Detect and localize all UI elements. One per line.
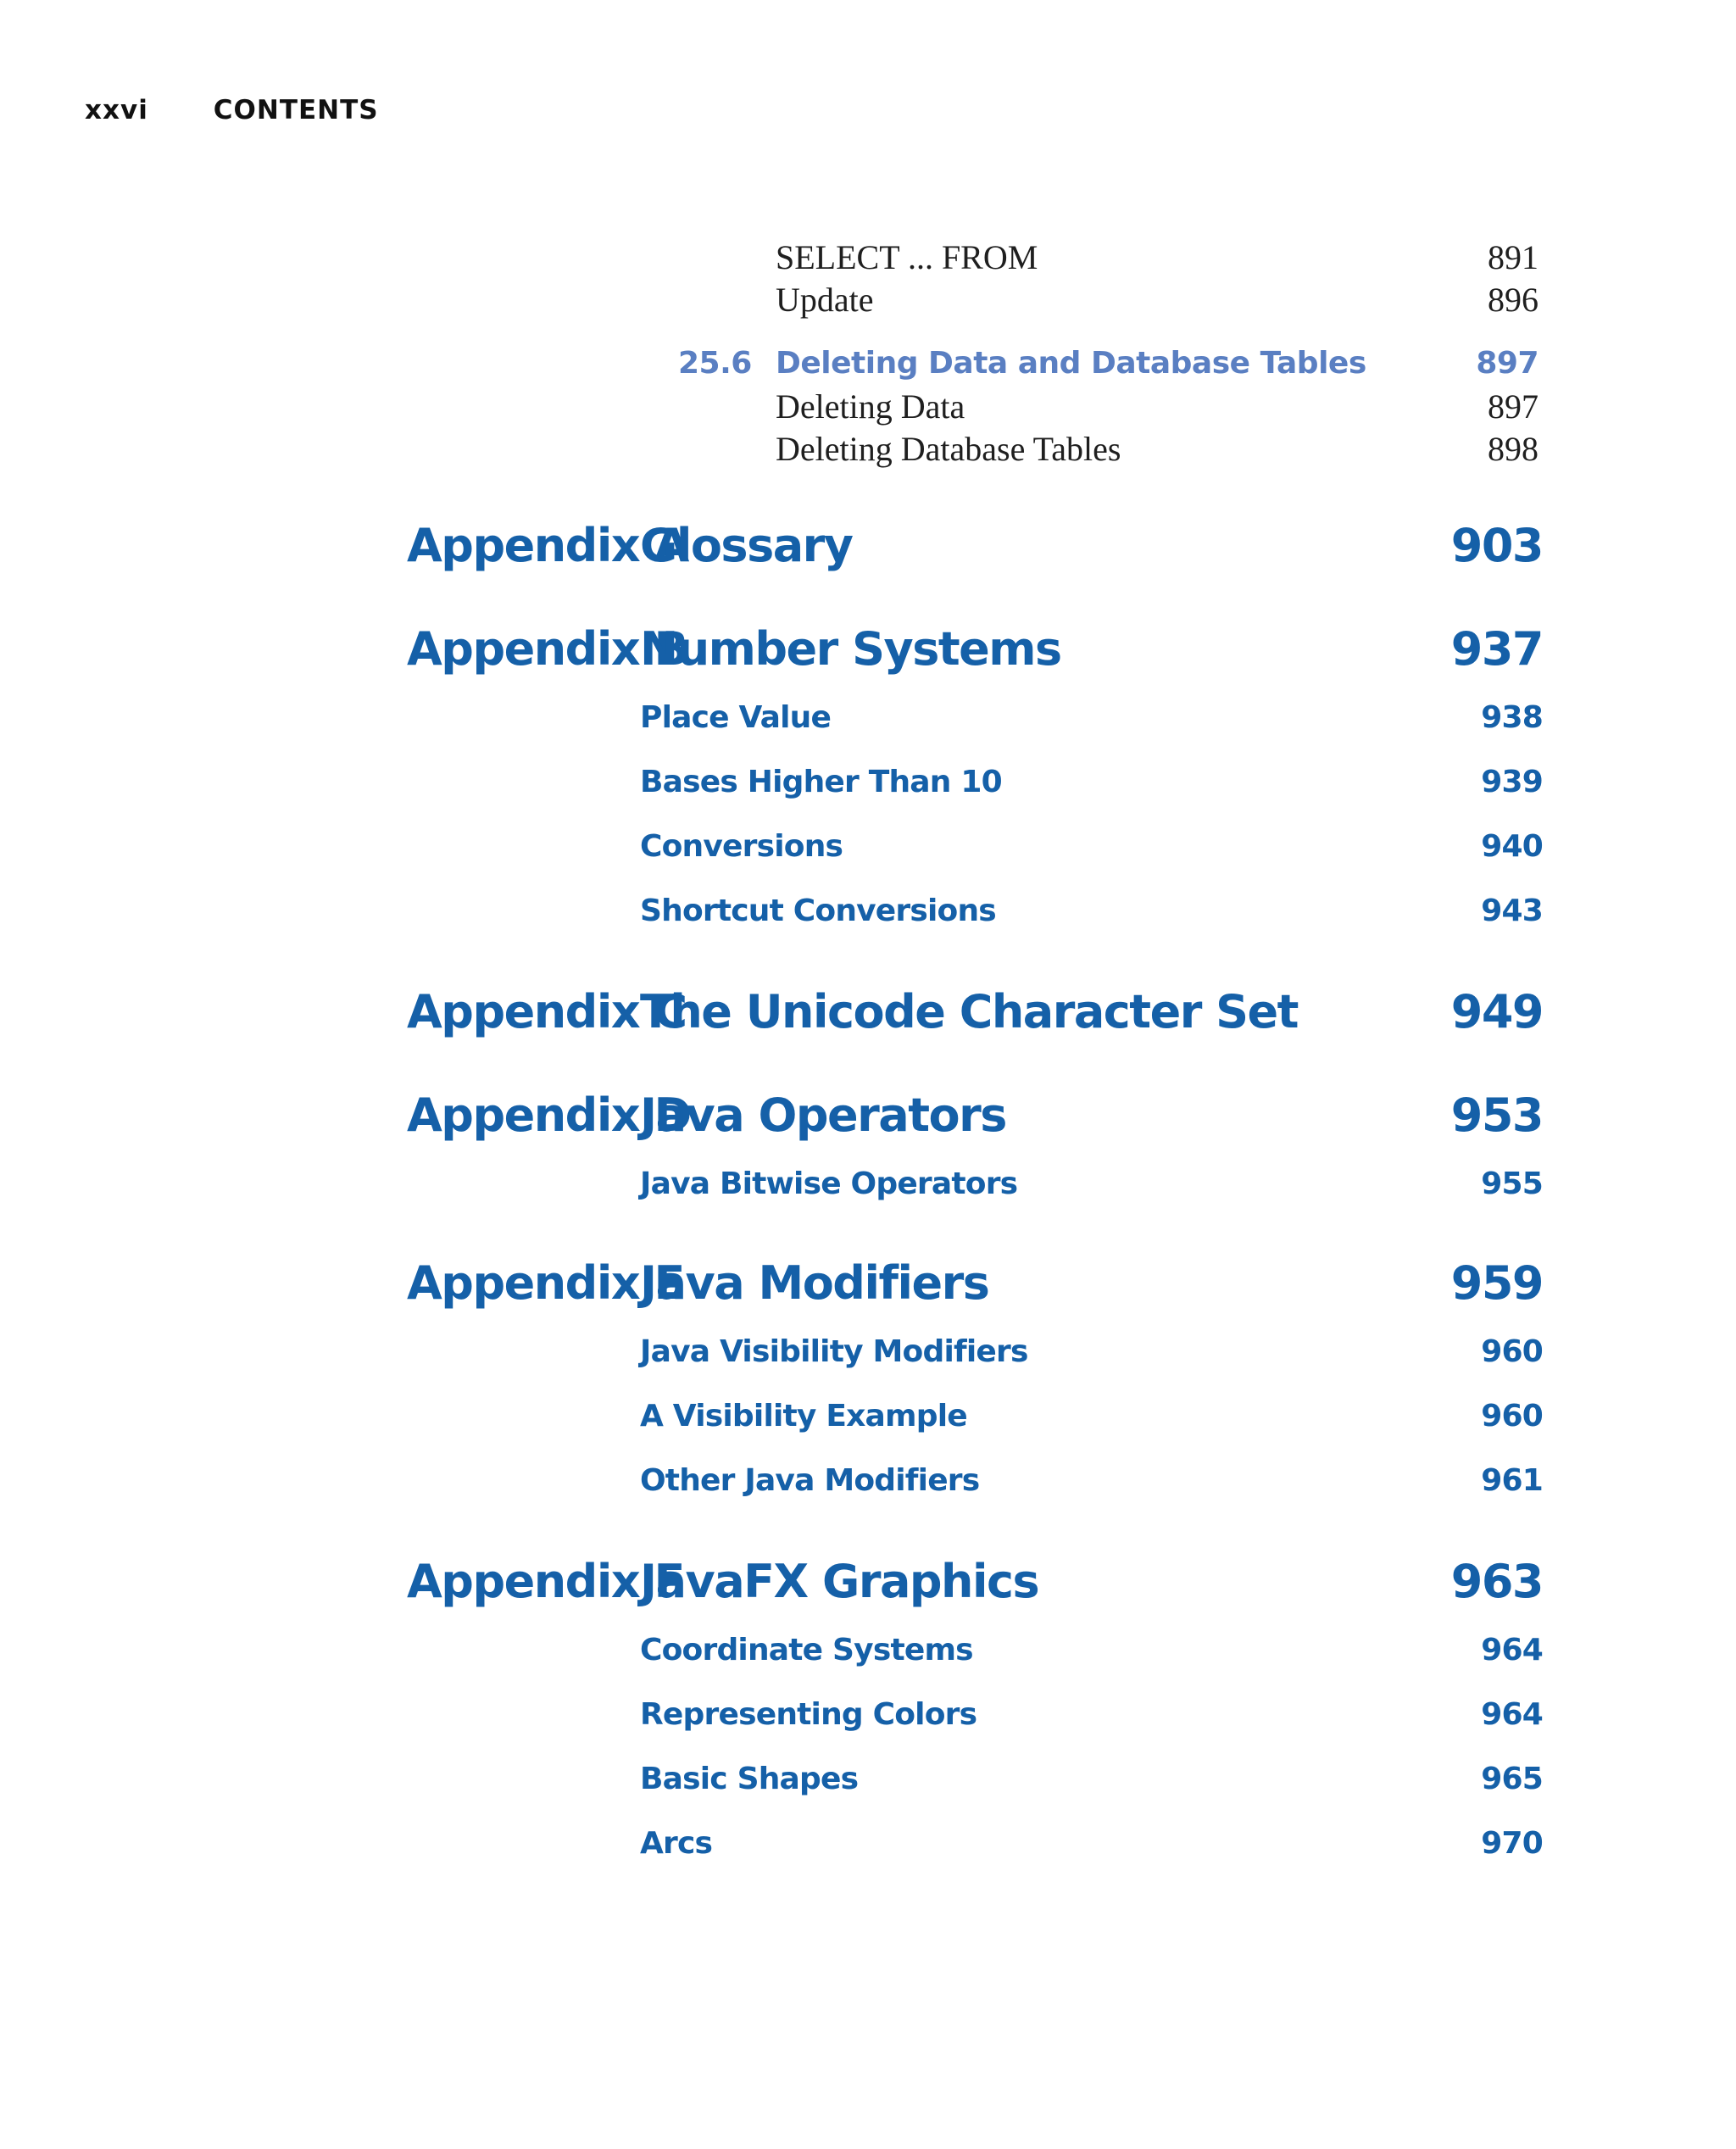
toc-entry-conversions [640, 829, 1543, 864]
toc-entry-representing-colors [640, 1697, 1543, 1732]
toc-entry-title: Deleting Database Tables [776, 430, 1121, 468]
toc-entry-title: Conversions [640, 829, 843, 864]
appendix-label: Appendix A [407, 519, 688, 572]
toc-entry-title: Basic Shapes [640, 1762, 859, 1796]
toc-entry-select-from [776, 237, 1538, 277]
page-folio: xxvi [85, 95, 148, 125]
toc-entry-page: 938 [1481, 700, 1543, 735]
toc-entry-page: 896 [1488, 281, 1538, 319]
toc-entry-page: 965 [1481, 1762, 1543, 1796]
toc-entry-title: Other Java Modifiers [640, 1463, 980, 1498]
toc-entry-arcs [640, 1826, 1543, 1861]
appendix-label: Appendix B [407, 622, 688, 676]
toc-entry-title: Arcs [640, 1826, 713, 1861]
appendix-label: Appendix C [407, 985, 687, 1038]
toc-entry-title: Java Bitwise Operators [640, 1166, 1018, 1201]
section-title: Deleting Data and Database Tables [776, 346, 1366, 381]
running-head [85, 95, 379, 125]
section-page: 897 [1476, 346, 1538, 381]
running-head-label: CONTENTS [213, 95, 379, 125]
toc-entry-other-java-modifiers [640, 1463, 1543, 1498]
appendix-label: Appendix D [407, 1088, 691, 1142]
toc-entry-title: A Visibility Example [640, 1399, 967, 1434]
toc-entry-title: Deleting Data [776, 387, 965, 426]
toc-entry-page: 897 [1488, 387, 1538, 426]
appendix-page: 953 [1450, 1088, 1543, 1142]
appendix-title: The Unicode Character Set [640, 985, 1298, 1038]
toc-entry-page: 960 [1481, 1334, 1543, 1369]
toc-entry-java-bitwise-operators [640, 1166, 1543, 1201]
toc-entry-shortcut-conversions [640, 894, 1543, 928]
appendix-page: 937 [1450, 622, 1543, 676]
toc-entry-page: 961 [1481, 1463, 1543, 1498]
toc-entry-page: 939 [1481, 765, 1543, 799]
appendix-label: Appendix F [407, 1555, 684, 1608]
toc-entry-title: Representing Colors [640, 1697, 977, 1732]
appendix-title: Number Systems [640, 622, 1061, 676]
toc-entry-deleting-data [776, 387, 1538, 426]
toc-entry-update [776, 280, 1538, 320]
toc-entry-page: 960 [1481, 1399, 1543, 1434]
appendix-page: 963 [1450, 1555, 1543, 1608]
appendix-label: Appendix E [407, 1256, 684, 1310]
toc-entry-page: 898 [1488, 430, 1538, 468]
toc-entry-title: Java Visibility Modifiers [640, 1334, 1028, 1369]
appendix-title: JavaFX Graphics [640, 1555, 1039, 1608]
toc-entry-place-value [640, 700, 1543, 735]
toc-entry-basic-shapes [640, 1762, 1543, 1796]
toc-entry-bases-higher-than-10 [640, 765, 1543, 799]
toc-entry-title: SELECT ... FROM [776, 238, 1038, 276]
toc-entry-title: Shortcut Conversions [640, 894, 996, 928]
toc-entry-page: 940 [1481, 829, 1543, 864]
toc-entry-coordinate-systems [640, 1633, 1543, 1667]
toc-entry-title: Bases Higher Than 10 [640, 765, 1002, 799]
appendix-title: Java Modifiers [640, 1256, 989, 1310]
toc-entry-page: 943 [1481, 894, 1543, 928]
toc-entry-page: 955 [1481, 1166, 1543, 1201]
toc-entry-title: Coordinate Systems [640, 1633, 973, 1667]
toc-entry-page: 891 [1488, 238, 1538, 276]
appendix-page: 959 [1450, 1256, 1543, 1310]
toc-entry-title: Place Value [640, 700, 832, 735]
toc-entry-page: 964 [1481, 1697, 1543, 1732]
toc-entry-title: Update [776, 281, 874, 319]
toc-entry-a-visibility-example [640, 1399, 1543, 1434]
appendix-title: Glossary [640, 519, 853, 572]
toc-entry-page: 964 [1481, 1633, 1543, 1667]
appendix-title: Java Operators [640, 1088, 1006, 1142]
section-number: 25.6 [678, 346, 752, 381]
appendix-page: 903 [1450, 519, 1543, 572]
appendix-page: 949 [1450, 985, 1543, 1038]
toc-entry-page: 970 [1481, 1826, 1543, 1861]
toc-entry-deleting-database-tables [776, 429, 1538, 469]
toc-entry-java-visibility-modifiers [640, 1334, 1543, 1369]
